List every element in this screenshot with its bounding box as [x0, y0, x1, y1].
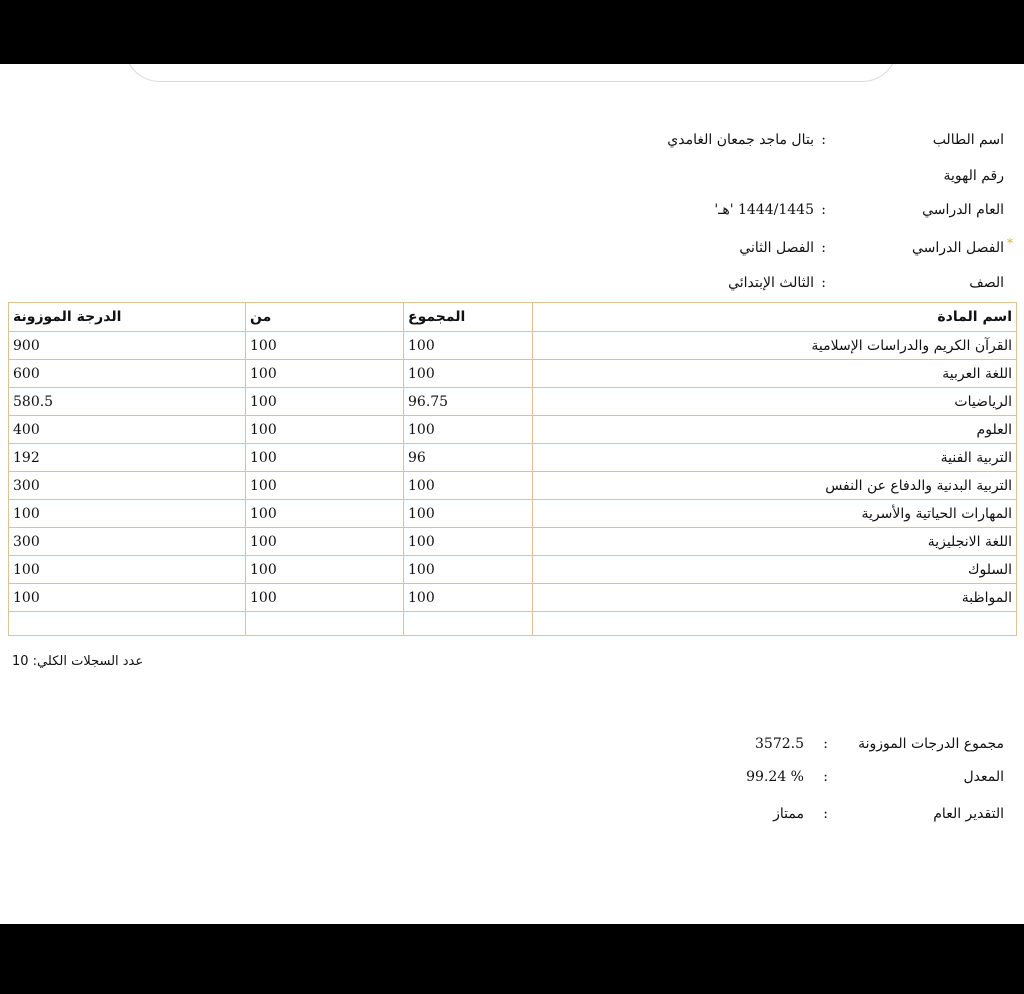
from-cell: 100	[246, 332, 404, 360]
colon: :	[823, 769, 828, 785]
total-cell: 100	[404, 416, 533, 444]
weighted-total-label: مجموع الدرجات الموزونة	[858, 736, 1004, 752]
academic-year-label: العام الدراسي	[922, 202, 1004, 218]
subject-cell: الرياضيات	[533, 388, 1017, 416]
colon: :	[821, 275, 826, 291]
total-cell: 100	[404, 332, 533, 360]
weighted-cell: 192	[9, 444, 246, 472]
report-page	[0, 64, 1024, 924]
average-label: المعدل	[963, 769, 1004, 785]
from-cell: 100	[246, 500, 404, 528]
empty-table-row	[9, 612, 1017, 636]
column-header-total: المجموع	[404, 303, 533, 332]
weighted-cell: 100	[9, 584, 246, 612]
records-count: عدد السجلات الكلي: 10	[12, 654, 144, 669]
table-row	[9, 584, 1017, 612]
table-row	[9, 388, 1017, 416]
semester-label: الفصل الدراسي	[912, 240, 1004, 256]
subject-cell: المهارات الحياتية والأسرية	[533, 500, 1017, 528]
total-cell: 96	[404, 444, 533, 472]
empty-cell	[9, 612, 246, 636]
semester-value: الفصل الثاني	[739, 240, 814, 256]
from-cell: 100	[246, 444, 404, 472]
from-cell: 100	[246, 388, 404, 416]
table-row	[9, 556, 1017, 584]
empty-cell	[246, 612, 404, 636]
total-cell: 100	[404, 472, 533, 500]
subject-cell: التربية البدنية والدفاع عن النفس	[533, 472, 1017, 500]
id-number-label: رقم الهوية	[943, 168, 1004, 184]
weighted-cell: 400	[9, 416, 246, 444]
total-cell: 100	[404, 528, 533, 556]
header-frame-arc	[124, 64, 898, 82]
grades-table	[8, 302, 1017, 636]
table-row	[9, 360, 1017, 388]
overall-grade-label: التقدير العام	[933, 806, 1004, 822]
subject-cell: المواظبة	[533, 584, 1017, 612]
grade-level-value: الثالث الإبتدائي	[728, 275, 814, 291]
from-cell: 100	[246, 360, 404, 388]
subject-cell: اللغة العربية	[533, 360, 1017, 388]
from-cell: 100	[246, 584, 404, 612]
colon: :	[821, 132, 826, 148]
column-header-from: من	[246, 303, 404, 332]
from-cell: 100	[246, 528, 404, 556]
colon: :	[821, 240, 826, 256]
from-cell: 100	[246, 472, 404, 500]
weighted-cell: 300	[9, 528, 246, 556]
from-cell: 100	[246, 416, 404, 444]
from-cell: 100	[246, 556, 404, 584]
colon: :	[823, 736, 828, 752]
total-cell: 100	[404, 584, 533, 612]
subject-cell: القرآن الكريم والدراسات الإسلامية	[533, 332, 1017, 360]
table-row	[9, 444, 1017, 472]
column-header-weighted: الدرجة الموزونة	[9, 303, 246, 332]
subject-cell: التربية الفنية	[533, 444, 1017, 472]
colon: :	[821, 202, 826, 218]
subject-cell: العلوم	[533, 416, 1017, 444]
table-row	[9, 528, 1017, 556]
star-marker: *	[1007, 236, 1013, 250]
total-cell: 96.75	[404, 388, 533, 416]
empty-cell	[404, 612, 533, 636]
table-row	[9, 332, 1017, 360]
table-row	[9, 416, 1017, 444]
student-name-value: بتال ماجد جمعان الغامدي	[667, 132, 814, 148]
weighted-cell: 100	[9, 556, 246, 584]
table-header-row	[9, 303, 1017, 332]
student-name-label: اسم الطالب	[932, 132, 1004, 148]
weighted-cell: 580.5	[9, 388, 246, 416]
column-header-subject: اسم المادة	[533, 303, 1017, 332]
average-value: % 99.24	[746, 769, 804, 785]
academic-year-value: 1444/1445 'هـ'	[714, 202, 814, 218]
weighted-cell: 600	[9, 360, 246, 388]
weighted-cell: 900	[9, 332, 246, 360]
total-cell: 100	[404, 556, 533, 584]
empty-cell	[533, 612, 1017, 636]
table-row	[9, 472, 1017, 500]
total-cell: 100	[404, 360, 533, 388]
weighted-total-value: 3572.5	[755, 736, 804, 752]
colon: :	[823, 806, 828, 822]
total-cell: 100	[404, 500, 533, 528]
grade-level-label: الصف	[969, 275, 1004, 291]
weighted-cell: 300	[9, 472, 246, 500]
subject-cell: السلوك	[533, 556, 1017, 584]
overall-grade-value: ممتاز	[773, 806, 804, 822]
subject-cell: اللغة الانجليزية	[533, 528, 1017, 556]
table-row	[9, 500, 1017, 528]
weighted-cell: 100	[9, 500, 246, 528]
